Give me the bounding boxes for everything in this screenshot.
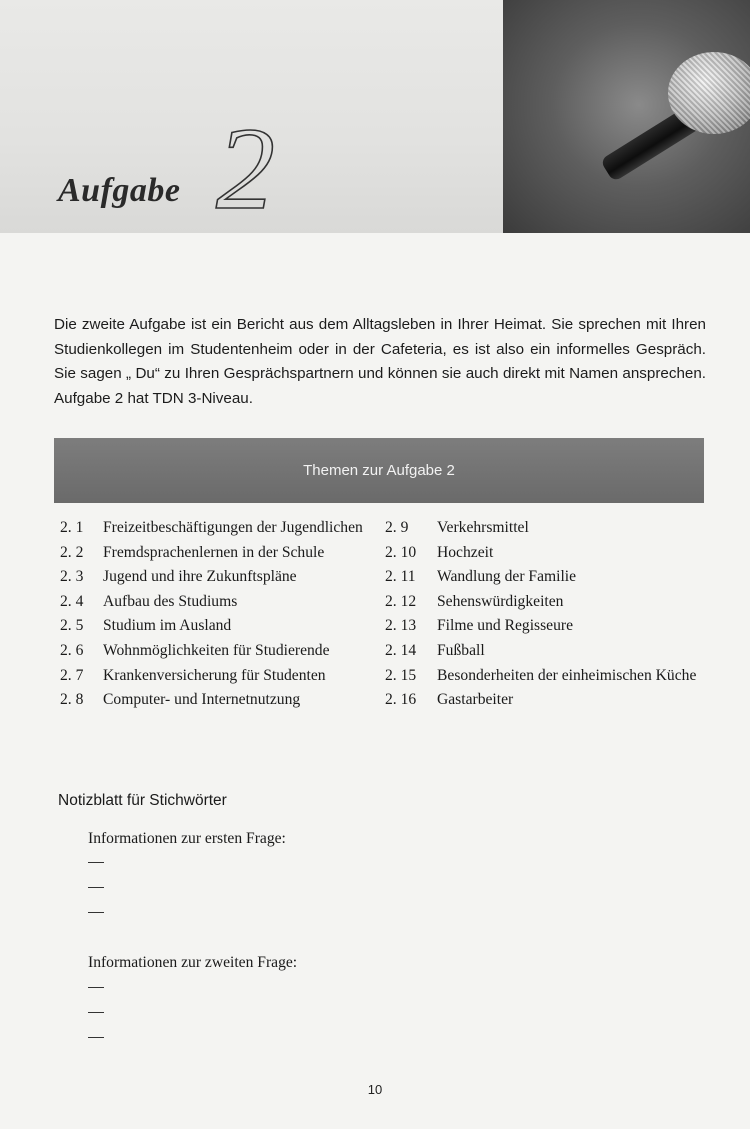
topics-header: Themen zur Aufgabe 2 bbox=[303, 462, 455, 479]
list-item bbox=[60, 688, 370, 713]
list-item bbox=[385, 688, 700, 713]
notes-title: Notizblatt für Stichwörter bbox=[58, 792, 227, 809]
list-item bbox=[385, 639, 700, 664]
list-item bbox=[60, 516, 370, 541]
topic-number: 2. 4 bbox=[60, 592, 84, 610]
topic-text: Fremdsprachenlernen in der Schule bbox=[103, 543, 325, 561]
list-item bbox=[385, 614, 700, 639]
topic-text: Gastarbeiter bbox=[437, 691, 514, 709]
topic-text: Computer- und Internetnutzung bbox=[103, 691, 301, 709]
topic-number: 2. 1 bbox=[60, 519, 84, 536]
list-item bbox=[385, 565, 700, 590]
list-item bbox=[385, 541, 700, 566]
topic-number: 2. 12 bbox=[385, 592, 417, 610]
topic-number: 2. 5 bbox=[60, 617, 84, 635]
topic-text: Wandlung der Familie bbox=[437, 568, 577, 586]
note-dash bbox=[88, 1037, 104, 1038]
topic-text: Krankenversicherung für Studenten bbox=[103, 666, 326, 684]
topics-list-right bbox=[385, 516, 700, 713]
list-item bbox=[60, 639, 370, 664]
topic-number: 2. 3 bbox=[60, 568, 84, 586]
topic-number: 2. 13 bbox=[385, 617, 417, 635]
note-dash bbox=[88, 887, 104, 888]
topic-text: Hochzeit bbox=[437, 543, 494, 561]
intro-paragraph: Die zweite Aufgabe ist ein Bericht aus dem Alltagsleben in Ihrer Heimat. Sie sprechen mit Ihren Studienkollegen im Studentenheim oder in der Cafeteria, es ist also ein informelles Gespräch. Sie sagen „ Du“ zu Ihren Gesprächspartnern und können sie auch direkt mit Namen ansprechen. Aufgabe 2 hat TDN 3-Niveau. bbox=[54, 316, 706, 407]
task-number: 2 bbox=[216, 103, 275, 233]
topic-text: Jugend und ihre Zukunftspläne bbox=[103, 568, 297, 586]
microphone-head bbox=[668, 52, 750, 134]
list-item bbox=[385, 516, 700, 541]
list-item bbox=[60, 664, 370, 689]
topic-number: 2. 6 bbox=[60, 641, 84, 659]
topics-list-left bbox=[60, 516, 370, 713]
topic-number: 2. 9 bbox=[385, 519, 409, 536]
topic-text: Fußball bbox=[437, 641, 485, 659]
question-2-label: Informationen zur zweiten Frage: bbox=[88, 954, 298, 971]
topic-number: 2. 11 bbox=[385, 568, 416, 586]
note-dash bbox=[88, 862, 104, 863]
topic-text: Sehenswürdigkeiten bbox=[437, 592, 564, 610]
question-1-label: Informationen zur ersten Frage: bbox=[88, 830, 286, 847]
topic-number: 2. 16 bbox=[385, 691, 417, 709]
topic-text: Besonderheiten der einheimischen Küche bbox=[437, 666, 697, 684]
note-dash bbox=[88, 912, 104, 913]
list-item bbox=[60, 590, 370, 615]
topic-number: 2. 10 bbox=[385, 543, 417, 561]
page-title: Aufgabe bbox=[58, 172, 181, 209]
topic-number: 2. 15 bbox=[385, 666, 417, 684]
topic-number: 2. 8 bbox=[60, 691, 84, 709]
list-item bbox=[385, 590, 700, 615]
topic-text: Freizeitbeschäftigungen der Jugendlichen bbox=[103, 519, 363, 536]
topic-number: 2. 14 bbox=[385, 641, 417, 659]
note-dash bbox=[88, 1012, 104, 1013]
note-dash bbox=[88, 987, 104, 988]
topics-header-band bbox=[54, 438, 704, 503]
topic-text: Studium im Ausland bbox=[103, 617, 232, 635]
header-banner bbox=[0, 0, 750, 233]
topic-text: Aufbau des Studiums bbox=[103, 592, 238, 610]
page-number: 10 bbox=[367, 1082, 383, 1097]
list-item bbox=[60, 614, 370, 639]
topic-number: 2. 2 bbox=[60, 543, 84, 561]
list-item bbox=[60, 541, 370, 566]
topic-text: Filme und Regisseure bbox=[437, 617, 573, 635]
list-item bbox=[60, 565, 370, 590]
topic-text: Verkehrsmittel bbox=[437, 519, 529, 536]
list-item bbox=[385, 664, 700, 689]
topic-text: Wohnmöglichkeiten für Studierende bbox=[103, 641, 330, 659]
topic-number: 2. 7 bbox=[60, 666, 84, 684]
